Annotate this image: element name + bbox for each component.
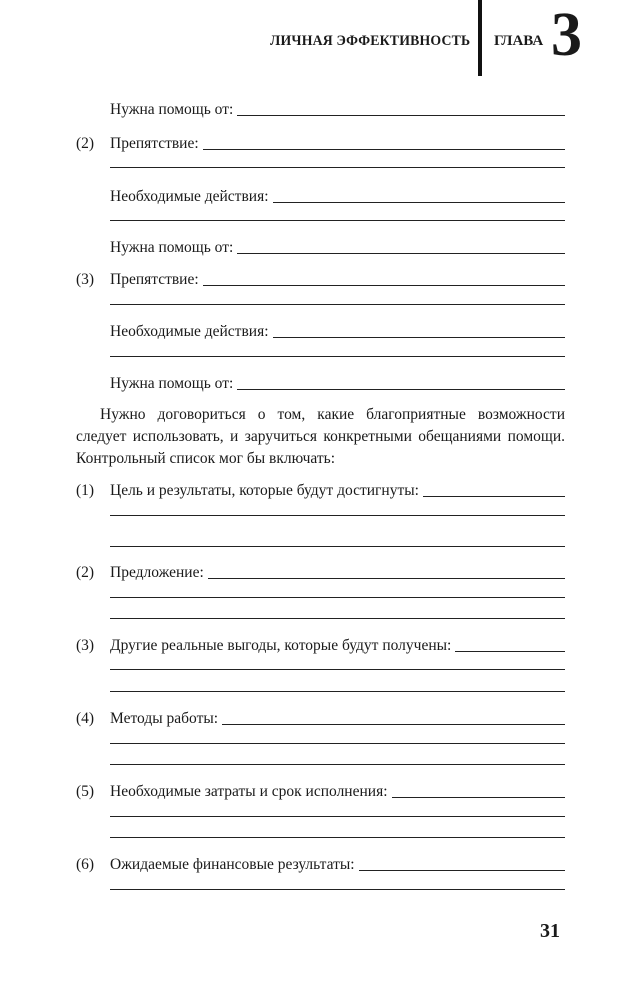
fill-line <box>392 797 565 798</box>
fill-line[interactable] <box>110 889 565 890</box>
obstacle-field[interactable] <box>110 135 565 153</box>
checklist-number: (3) <box>76 637 95 654</box>
fill-line[interactable] <box>110 304 565 305</box>
checklist-label: Цель и результаты, которые будут достигнуты: <box>110 482 419 499</box>
fill-line[interactable] <box>110 743 565 744</box>
actions-field[interactable] <box>110 323 565 341</box>
checklist-field-goals[interactable] <box>110 482 565 500</box>
fill-line[interactable] <box>110 546 565 547</box>
actions-label: Необходимые действия: <box>110 323 269 340</box>
fill-line[interactable] <box>110 220 565 221</box>
intro-paragraph <box>76 404 565 470</box>
fill-line[interactable] <box>110 167 565 168</box>
fill-line[interactable] <box>110 691 565 692</box>
running-header-title: ЛИЧНАЯ ЭФФЕКТИВНОСТЬ <box>270 33 471 49</box>
paragraph-text: Нужно договориться о том, какие благоприятные возможности следует использовать, и заручиться конкретными обещаниями помощи. Контрольный список мог бы включать: <box>76 406 565 467</box>
checklist-field-methods[interactable] <box>110 710 565 728</box>
checklist-number: (4) <box>76 710 95 727</box>
fill-line <box>203 285 565 286</box>
fill-line <box>208 578 565 579</box>
checklist-field-benefits[interactable] <box>110 637 565 655</box>
checklist-label: Методы работы: <box>110 710 219 727</box>
fill-line[interactable] <box>110 764 565 765</box>
obstacle-label: Препятствие: <box>110 271 199 288</box>
fill-line[interactable] <box>110 515 565 516</box>
fill-line <box>237 253 565 254</box>
fill-line <box>273 202 565 203</box>
fill-line[interactable] <box>110 816 565 817</box>
fill-line[interactable] <box>110 618 565 619</box>
fill-line <box>203 149 565 150</box>
checklist-label: Предложение: <box>110 564 204 581</box>
fill-line <box>237 389 565 390</box>
checklist-label: Ожидаемые финансовые результаты: <box>110 856 355 873</box>
checklist-number: (2) <box>76 564 95 581</box>
obstacle-field[interactable] <box>110 271 565 289</box>
fill-line <box>359 870 565 871</box>
help-label: Нужна помощь от: <box>110 239 234 256</box>
fill-line[interactable] <box>110 597 565 598</box>
checklist-number: (1) <box>76 482 95 499</box>
item-number: (2) <box>76 135 95 152</box>
obstacle-label: Препятствие: <box>110 135 199 152</box>
checklist-label: Необходимые затраты и срок исполнения: <box>110 783 388 800</box>
header-divider <box>478 0 482 76</box>
fill-line <box>455 651 565 652</box>
actions-field[interactable] <box>110 188 565 206</box>
checklist-field-financial[interactable] <box>110 856 565 874</box>
help-field[interactable] <box>110 239 565 257</box>
chapter-label: ГЛАВА <box>494 33 544 49</box>
help-label: Нужна помощь от: <box>110 101 234 118</box>
checklist-number: (6) <box>76 856 95 873</box>
fill-line[interactable] <box>110 669 565 670</box>
item-number: (3) <box>76 271 95 288</box>
checklist-label: Другие реальные выгоды, которые будут получены: <box>110 637 452 654</box>
help-label: Нужна помощь от: <box>110 375 234 392</box>
checklist-number: (5) <box>76 783 95 800</box>
fill-line <box>237 115 565 116</box>
page-number: 31 <box>540 920 560 942</box>
fill-line[interactable] <box>110 356 565 357</box>
fill-line <box>423 496 565 497</box>
help-field[interactable] <box>110 375 565 393</box>
chapter-number: 3 <box>551 1 582 69</box>
fill-line[interactable] <box>110 837 565 838</box>
fill-line <box>222 724 565 725</box>
checklist-field-costs[interactable] <box>110 783 565 801</box>
fill-line <box>273 337 565 338</box>
checklist-field-proposal[interactable] <box>110 564 565 582</box>
help-field[interactable] <box>110 101 565 119</box>
actions-label: Необходимые действия: <box>110 188 269 205</box>
